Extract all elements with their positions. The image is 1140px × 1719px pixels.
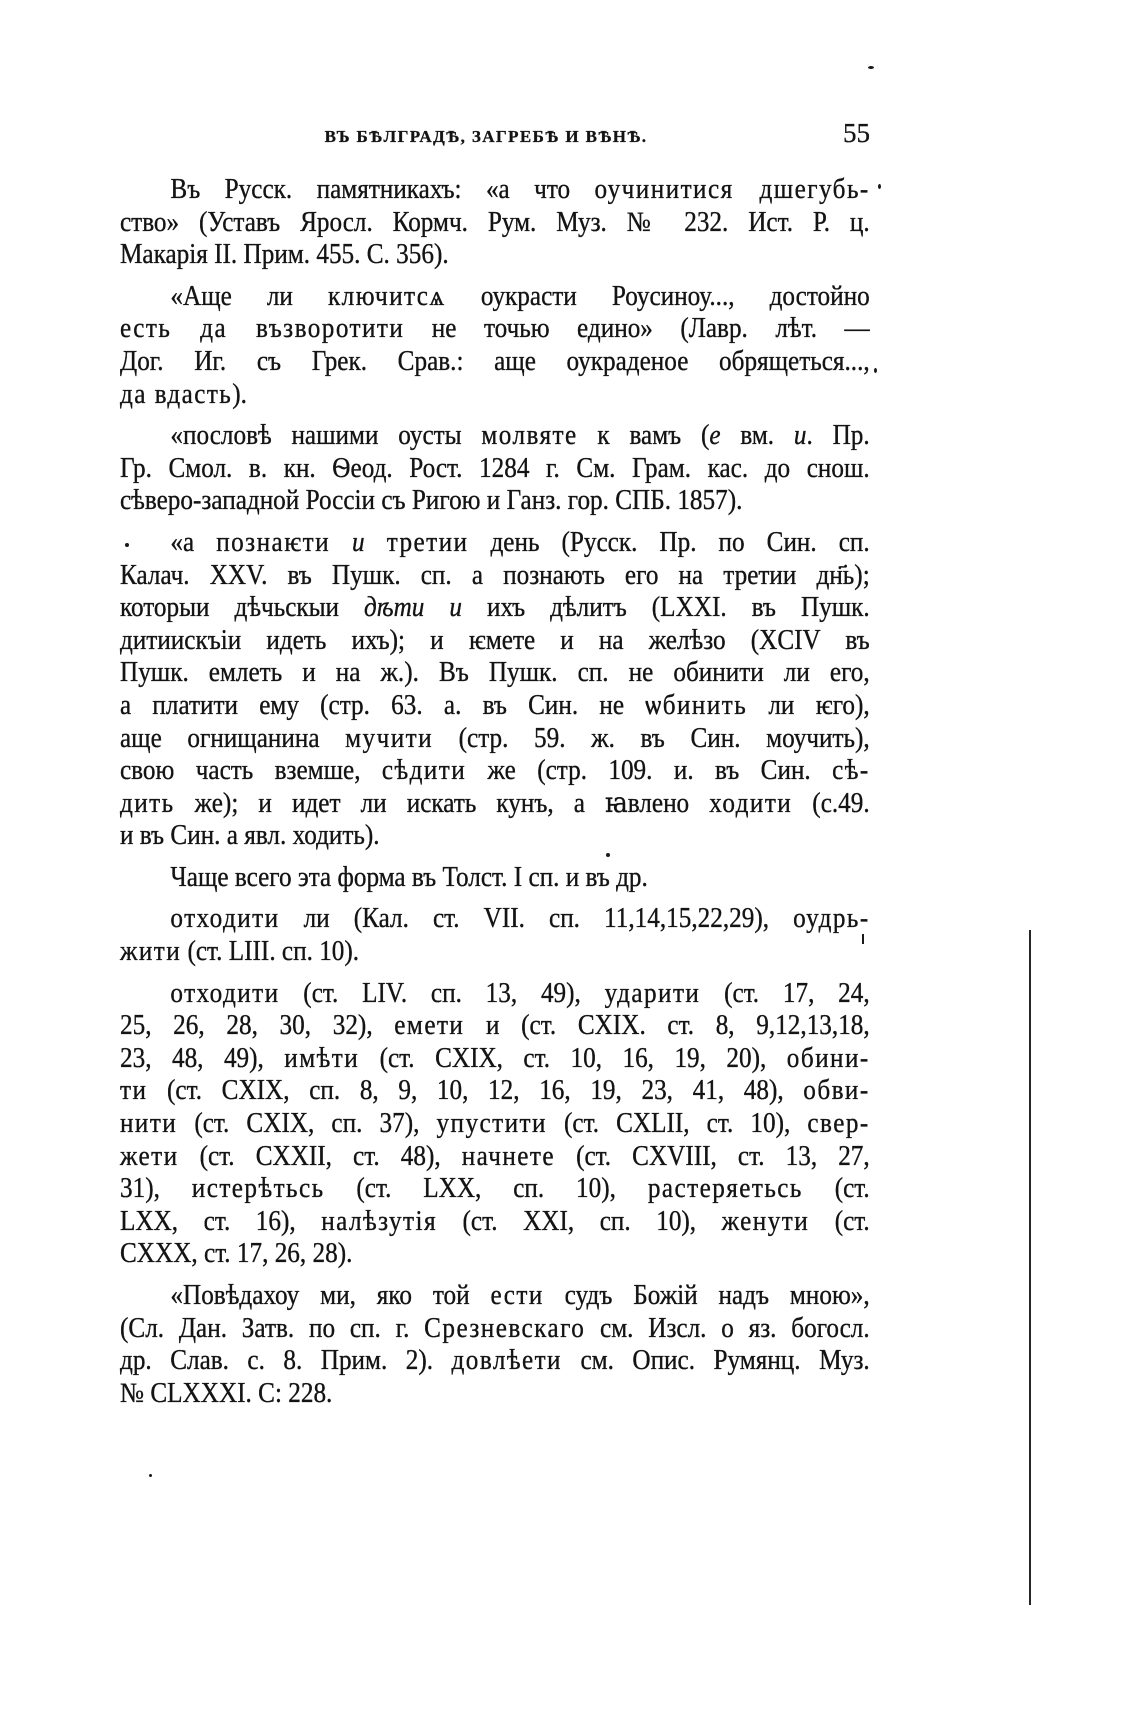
italic-text: и: [352, 526, 365, 558]
text-run: ).: [232, 378, 247, 410]
spaced-text: молвяте: [481, 420, 578, 452]
page-edge-line: [1029, 930, 1031, 1605]
spaced-text: есть да възворотити: [120, 313, 405, 345]
text-line: [120, 1075, 870, 1108]
paragraph: [120, 281, 870, 411]
text-run: Калач. XXV. въ Пушк. сп. а познають его на третии дн҃ь);: [120, 559, 870, 591]
paragraph: [120, 862, 870, 895]
text-run: вм.: [720, 420, 794, 452]
text-line: [120, 862, 870, 895]
spaced-text: оудрь-: [793, 903, 870, 935]
text-run: а платити ему (стр. 63. а. въ Син. не: [120, 689, 646, 721]
text-line: [120, 313, 870, 346]
page-number: 55: [843, 118, 870, 148]
text-run: [330, 527, 352, 558]
paragraph: [120, 174, 870, 272]
text-run: Чаще всего эта форма въ Толст. I сп. и въ др.: [170, 861, 648, 893]
spaced-text: обви-: [803, 1075, 870, 1107]
text-run: (ст.: [802, 1173, 870, 1205]
paragraph: [120, 978, 870, 1271]
text-run: ихъ дѣлитъ (LXXI. въ Пушк.: [462, 592, 870, 624]
text-line: [120, 1141, 870, 1174]
text-run: 25, 26, 28, 30, 32),: [120, 1010, 395, 1042]
text-run: день (Русск. Пр. по Син. сп.: [468, 526, 870, 558]
text-line: [120, 723, 870, 756]
text-line: [120, 346, 870, 379]
paragraph: [120, 420, 870, 518]
italic-text: е: [709, 420, 721, 452]
spaced-text: налѣзутія: [321, 1205, 437, 1237]
spaced-text: отходити: [170, 977, 280, 1009]
spaced-text: емети: [394, 1010, 465, 1042]
text-run: «пословѣ нашими оусты: [170, 420, 482, 452]
text-run: сѣверо-западной Россіи съ Ригою и Ганз. гор. СПБ. 1857).: [120, 485, 743, 517]
text-run: и въ Син. а явл. ходить).: [120, 820, 380, 852]
text-run: аще огнищанина: [120, 722, 346, 754]
text-line: [120, 1043, 870, 1076]
spaced-text: истерѣтьсь: [191, 1173, 325, 1205]
spaced-text: отходити: [170, 903, 280, 935]
spaced-text: обини-: [786, 1042, 870, 1074]
text-run: № CLXXXI. С: 228.: [120, 1377, 333, 1409]
text-line: [120, 690, 870, 723]
spaced-text: растеряетьсь: [647, 1173, 803, 1205]
text-line: [120, 485, 870, 518]
text-line: [120, 978, 870, 1011]
text-line: [120, 657, 870, 690]
text-line: [120, 1238, 870, 1271]
text-run: к вамъ (: [577, 420, 710, 452]
text-line: [120, 420, 870, 453]
text-run: «а: [170, 526, 217, 558]
text-run: Въ Русск. памятникахъ: «а что: [170, 174, 595, 205]
text-run: (с.49.: [792, 787, 870, 819]
text-run: дитиискъіи идеть ихъ); и ѥмете и на желѣзо (XCIV въ: [120, 624, 870, 656]
text-run: (ст. XXI, сп. 10),: [436, 1205, 722, 1237]
text-line: [120, 281, 870, 314]
spaced-text: познаѥти: [216, 526, 331, 558]
text-run: (ст. CXVIII, ст. 13, 27,: [555, 1140, 870, 1172]
text-block: [120, 174, 870, 1410]
spaced-text: жети: [120, 1140, 179, 1172]
text-run: 23, 48, 49),: [120, 1042, 285, 1074]
text-run: (ст. LIV. сп. 13, 49),: [279, 977, 605, 1009]
spaced-text: сѣдити: [381, 755, 467, 787]
spaced-text: нити: [120, 1108, 178, 1140]
text-run: которыи дѣчьскыи: [120, 592, 365, 624]
text-run: же (стр. 109. и. въ Син.: [466, 755, 833, 787]
text-line: [120, 625, 870, 658]
text-line: [120, 1206, 870, 1239]
text-run: ство» (Уставъ Яросл. Кормч. Рум. Муз. № 232. Ист. Р. ц.: [120, 206, 870, 238]
spaced-text: начнете: [461, 1140, 556, 1172]
text-run: же); и идет ли искать кунъ, а ꙗвлено: [174, 787, 710, 819]
running-head: [120, 118, 870, 154]
text-run: др. Слав. с. 8. Прим. 2).: [120, 1345, 452, 1377]
spaced-text: свер-: [807, 1108, 870, 1140]
text-line: [120, 788, 870, 821]
text-run: CXXX, ст. 17, 26, 28).: [120, 1238, 353, 1270]
text-run: (Сл. Дан. Затв. по сп. г.: [120, 1312, 425, 1344]
text-run: (ст.: [809, 1205, 870, 1237]
text-line: [120, 903, 870, 936]
spaced-text: сѣ-: [832, 755, 870, 787]
spaced-text: довлѣети: [451, 1345, 562, 1377]
scan-speck: [868, 66, 874, 69]
scan-speck: [125, 543, 129, 547]
spaced-text: дить: [120, 787, 175, 819]
spaced-text: мучити: [345, 722, 434, 754]
text-line: [120, 239, 870, 272]
text-line: [120, 527, 870, 560]
text-run: Гр. Смол. в. кн. Ѳеод. Рост. 1284 г. См. Грам. кас. до снош.: [120, 452, 870, 484]
scan-speck: [874, 368, 877, 373]
text-line: [120, 560, 870, 593]
text-line: [120, 755, 870, 788]
text-run: [365, 527, 387, 558]
text-line: [120, 592, 870, 625]
text-line: [120, 174, 870, 207]
text-run: 31),: [120, 1173, 192, 1205]
text-line: [120, 379, 870, 412]
text-run: судъ Божій надъ мною»,: [543, 1280, 870, 1311]
text-line: [120, 820, 870, 853]
text-line: [120, 1010, 870, 1043]
spaced-text: ѡбинить: [645, 689, 748, 721]
scan-speck: [862, 934, 864, 944]
text-run: . Пр.: [806, 420, 870, 452]
text-run: ли ѥго),: [747, 689, 870, 721]
text-run: см. Опис. Румянц. Муз.: [561, 1345, 870, 1377]
italic-text: дѣти и: [364, 592, 463, 624]
spaced-text: да вдасть: [120, 378, 233, 410]
text-run: Макарія II. Прим. 455. С. 356).: [120, 239, 449, 271]
scan-speck: [149, 1474, 152, 1477]
spaced-text: ключитсѧ: [327, 280, 446, 312]
text-run: (ст. 17, 24,: [700, 977, 870, 1009]
spaced-text: ести: [490, 1280, 544, 1311]
text-run: не точью едино» (Лавр. лѣт. —: [404, 313, 870, 345]
text-run: (ст. CXIX, ст. 10, 16, 19, 20),: [359, 1042, 787, 1074]
spaced-text: имѣти: [284, 1042, 360, 1074]
text-run: (ст. CXIX, сп. 37),: [177, 1108, 437, 1140]
scan-speck: [606, 853, 610, 857]
text-line: [120, 1108, 870, 1141]
text-run: (ст. LXX, сп. 10),: [324, 1173, 648, 1205]
text-run: «Повѣдахоу ми, яко той: [170, 1280, 491, 1311]
spaced-text: ходити: [709, 787, 793, 819]
paragraph: [120, 1280, 870, 1410]
spaced-text: третии: [386, 526, 469, 558]
text-run: Пушк. емлеть и на ж.). Въ Пушк. сп. не обинити ли его,: [120, 657, 870, 689]
spaced-text: ударити: [604, 977, 701, 1009]
spaced-text: женути: [721, 1205, 810, 1237]
text-line: [120, 1280, 870, 1313]
text-run: (стр. 59. ж. въ Син. моучить),: [433, 722, 870, 754]
text-run: (ст. CXIX, сп. 8, 9, 10, 12, 16, 19, 23, 41, 48),: [147, 1075, 804, 1107]
text-run: «Аще ли: [170, 280, 328, 312]
spaced-text: Срезневскаго: [424, 1312, 586, 1344]
paragraph: [120, 903, 870, 968]
running-title: ВЪ БѢЛГРАДѢ, ЗАГРЕБѢ И ВѢНѢ.: [324, 127, 648, 146]
text-run: оукрасти Роусиноу..., достойно: [445, 280, 870, 312]
text-run: и (ст. CXIX. ст. 8, 9,12,13,18,: [464, 1010, 870, 1042]
text-line: [120, 207, 870, 240]
text-line: [120, 936, 870, 969]
text-run: LXX, ст. 16),: [120, 1205, 322, 1237]
text-run: ли (Кал. ст. VII. сп. 11,14,15,22,29),: [279, 903, 794, 935]
spaced-text: жити: [120, 936, 182, 968]
spaced-text: ти: [120, 1075, 148, 1107]
scan-speck: [878, 184, 881, 189]
spaced-text: упустити: [436, 1108, 547, 1140]
text-run: свою часть вземше,: [120, 755, 382, 787]
spaced-text: оучинитися дшегубь-: [594, 174, 870, 205]
text-line: [120, 1378, 870, 1411]
text-line: [120, 1173, 870, 1206]
text-line: [120, 1313, 870, 1346]
text-run: (ст. CXLII, ст. 10),: [546, 1108, 808, 1140]
text-run: (ст. LIII. сп. 10).: [181, 936, 360, 968]
text-run: см. Изсл. о яз. богосл.: [585, 1312, 870, 1344]
text-line: [120, 453, 870, 486]
paragraph: [120, 527, 870, 853]
text-run: Дог. Иг. съ Грек. Срав.: аще оукраденое обрящеться...,: [120, 345, 870, 377]
text-run: (ст. CXXII, ст. 48),: [178, 1140, 462, 1172]
italic-text: и: [793, 420, 807, 452]
text-line: [120, 1345, 870, 1378]
